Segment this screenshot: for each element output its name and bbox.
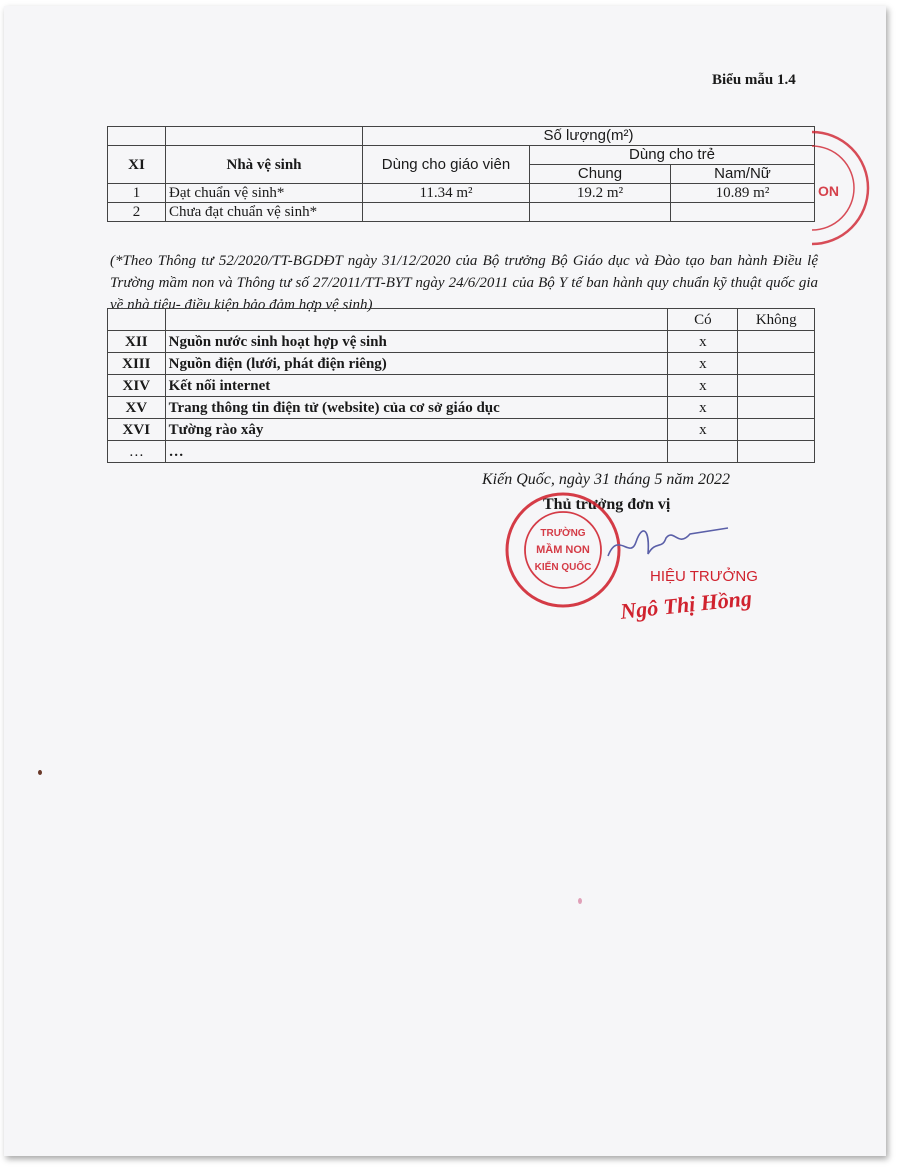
signature-scribble (600, 520, 730, 570)
table-row (108, 331, 815, 353)
row-number: … (108, 441, 166, 463)
principal-title: HIỆU TRƯỞNG (650, 568, 758, 585)
principal-name: Ngô Thị Hồng (619, 585, 753, 624)
gender-value: 10.89 m² (671, 184, 815, 203)
teacher-column-header: Dùng cho giáo viên (363, 146, 530, 184)
row-number: XVI (108, 419, 166, 441)
shared-value (530, 203, 671, 222)
shared-column-header: Chung (530, 165, 671, 184)
yes-mark (668, 441, 738, 463)
stamp-line-3: KIẾN QUỐC (534, 562, 592, 573)
stamp-line-1: TRƯỜNG (540, 528, 586, 539)
teacher-value: 11.34 m² (363, 184, 530, 203)
row-label: Chưa đạt chuẩn vệ sinh* (166, 203, 363, 222)
no-mark (738, 419, 815, 441)
facilities-table (107, 308, 815, 463)
quantity-header: Số lượng(m²) (363, 127, 815, 146)
row-number: XII (108, 331, 166, 353)
yes-mark: x (668, 397, 738, 419)
row-number: XIV (108, 375, 166, 397)
table-row (108, 419, 815, 441)
row-number: XV (108, 397, 166, 419)
table-cell (108, 127, 166, 146)
table-row (108, 203, 815, 222)
scan-speck (578, 898, 582, 904)
no-mark (738, 375, 815, 397)
shared-value: 19.2 m² (530, 184, 671, 203)
no-column-header: Không (738, 309, 815, 331)
yes-mark: x (668, 331, 738, 353)
stamp-line-2: MẦM NON (536, 544, 590, 556)
sanitation-table (107, 126, 815, 222)
table-row (108, 184, 815, 203)
row-label: Kết nối internet (165, 375, 668, 397)
place-date: Kiến Quốc, ngày 31 tháng 5 năm 2022 (482, 471, 730, 488)
row-label: Trang thông tin điện tử (website) của cơ sở giáo dục (165, 397, 668, 419)
row-label: Tường rào xây (165, 419, 668, 441)
row-label: … (165, 441, 668, 463)
regulation-note: (*Theo Thông tư 52/2020/TT-BGDĐT ngày 31/12/2020 của Bộ trưởng Bộ Giáo dục và Đào tạo ban hành Điều lệ Trường mầm non và Thông tư số 27/2011/TT-BYT ngày 24/6/2011 của Bộ Y tế ban hành quy chuẩn kỹ thuật quốc gia về nhà tiêu- điều kiện bảo đảm hợp vệ sinh) (110, 253, 818, 313)
row-label: Nguồn điện (lưới, phát điện riêng) (165, 353, 668, 375)
table-row (108, 397, 815, 419)
no-mark (738, 331, 815, 353)
yes-column-header: Có (668, 309, 738, 331)
yes-mark: x (668, 375, 738, 397)
row-number: 2 (108, 203, 166, 222)
yes-mark: x (668, 419, 738, 441)
no-mark (738, 441, 815, 463)
table-cell (166, 127, 363, 146)
teacher-value (363, 203, 530, 222)
svg-text:ON: ON (818, 183, 839, 199)
yes-mark: x (668, 353, 738, 375)
table-cell (108, 309, 166, 331)
children-column-header: Dùng cho trẻ (530, 146, 815, 165)
gender-column-header: Nam/Nữ (671, 165, 815, 184)
row-label: Nguồn nước sinh hoạt hợp vệ sinh (165, 331, 668, 353)
section-title: Nhà vệ sinh (166, 146, 363, 184)
table-row (108, 353, 815, 375)
form-code: Biểu mẫu 1.4 (712, 72, 796, 88)
row-number: 1 (108, 184, 166, 203)
no-mark (738, 397, 815, 419)
table-cell (165, 309, 668, 331)
side-stamp-partial (808, 128, 872, 248)
table-row (108, 441, 815, 463)
row-label: Đạt chuẩn vệ sinh* (166, 184, 363, 203)
table-row (108, 375, 815, 397)
unit-head-label: Thủ trưởng đơn vị (543, 496, 671, 513)
section-number: XI (108, 146, 166, 184)
gender-value (671, 203, 815, 222)
no-mark (738, 353, 815, 375)
row-number: XIII (108, 353, 166, 375)
scan-speck (38, 770, 42, 775)
